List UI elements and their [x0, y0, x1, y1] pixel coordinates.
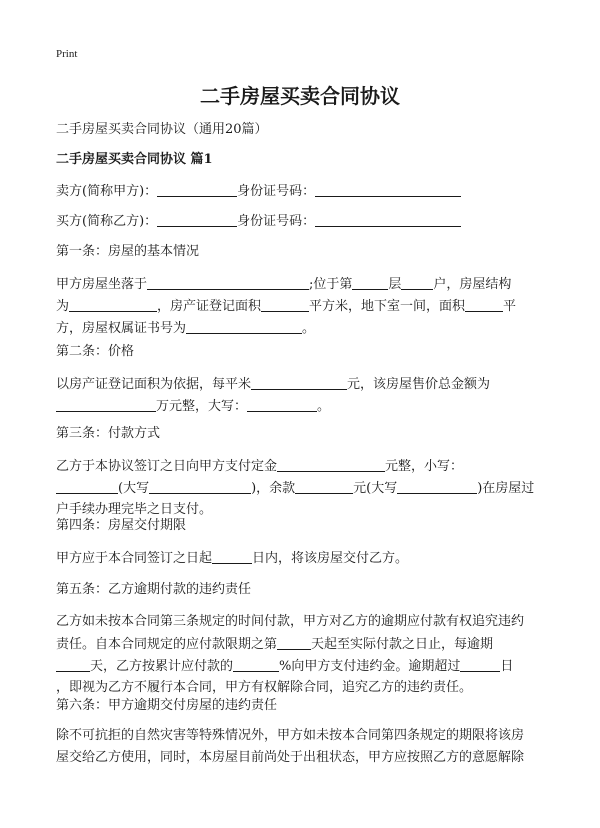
- total-price-words-blank: [247, 398, 317, 412]
- clause1-line2: [56, 298, 544, 320]
- clause5-text: 乙方如未按本合同第三条规定的时间付款，甲方对乙方的逾期应付款有权追究违约: [56, 614, 525, 629]
- print-link[interactable]: Print: [56, 48, 78, 60]
- clause4-heading: 第四条：房屋交付期限: [56, 518, 187, 533]
- clause2-text: 万元整，大写：: [156, 399, 248, 414]
- price-per-sqm-blank: [251, 376, 347, 390]
- clause6-line2: [56, 750, 544, 772]
- clause5-heading: 第五条：乙方逾期付款的违约责任: [56, 582, 252, 597]
- clause5-text: 天起至实际付款之日止，每逾期: [311, 637, 494, 652]
- deposit-words-blank: [149, 480, 251, 494]
- clause6-line1: [56, 728, 544, 750]
- clause3-line1: [56, 458, 544, 480]
- floor-blank: [352, 276, 388, 290]
- overdue-limit-blank: [460, 658, 500, 672]
- clause4-line1: [56, 550, 544, 572]
- clause5-text: %向甲方支付违约金。逾期超过: [279, 659, 461, 674]
- clause5-line2: [56, 636, 544, 658]
- basement-area-blank: [465, 298, 503, 312]
- clause4-body: [56, 550, 544, 572]
- clause3-text: )在房屋过: [477, 481, 535, 496]
- clause3-heading: 第三条：付款方式: [56, 426, 161, 441]
- late-days-blank: [56, 658, 90, 672]
- buyer-id-label: 身份证号码：: [237, 214, 316, 229]
- clause2-heading: 第二条：价格: [56, 344, 135, 359]
- buyer-label: 买方(简称乙方)：: [56, 214, 158, 229]
- deposit-figure-blank: [56, 480, 118, 494]
- clause3-body: [56, 458, 544, 524]
- clause2-text: 元，该房屋售价总金额为: [347, 377, 491, 392]
- clause6-text: 屋交给乙方使用，同时，本房屋目前尚处于出租状态，甲方应按照乙方的意愿解除: [56, 750, 525, 765]
- seller-id-blank: [315, 183, 461, 197]
- late-start-day-blank: [277, 636, 311, 650]
- seller-name-blank: [157, 183, 237, 197]
- buyer-name-blank: [157, 213, 237, 227]
- clause5-body: [56, 614, 544, 702]
- clause1-text: 户，房屋结构: [433, 277, 512, 292]
- clause1-text: 。: [302, 321, 316, 336]
- clause5-text: ，即视为乙方不履行本合同，甲方有权解除合同，追究乙方的违约责任。: [56, 680, 473, 695]
- penalty-rate-blank: [233, 658, 279, 672]
- buyer-line: [56, 213, 544, 230]
- clause6-heading: 第六条：甲方逾期交付房屋的违约责任: [56, 698, 278, 713]
- clause1-text: 方，房屋权属证书号为: [56, 321, 187, 336]
- buyer-id-blank: [315, 213, 461, 227]
- clause5-text: 天，乙方按累计应付款的: [90, 659, 234, 674]
- unit-blank: [401, 276, 433, 290]
- clause1-line3: [56, 320, 544, 342]
- clause1-line1: [56, 276, 544, 298]
- deposit-blank: [277, 458, 385, 472]
- clause4-text: 甲方应于本合同签订之日起: [56, 551, 213, 566]
- clause1-text: ，房产证登记面积: [157, 299, 262, 314]
- document-subtitle: 二手房屋买卖合同协议（通用20篇）: [56, 122, 268, 137]
- clause1-text: 为: [56, 299, 70, 314]
- structure-blank: [69, 298, 157, 312]
- balance-blank: [295, 480, 353, 494]
- clause1-text: 层: [388, 277, 402, 292]
- clause1-text: 平: [503, 299, 517, 314]
- clause5-line1: [56, 614, 544, 636]
- clause3-text: (大写: [118, 481, 150, 496]
- address-blank: [147, 276, 309, 290]
- certificate-number-blank: [186, 320, 302, 334]
- clause3-text: 乙方于本协议签订之日向甲方支付定金: [56, 459, 278, 474]
- area-blank: [261, 298, 309, 312]
- clause6-text: 除不可抗拒的自然灾害等特殊情况外，甲方如未按本合同第四条规定的期限将该房: [56, 728, 525, 743]
- clause6-body: [56, 728, 544, 772]
- seller-id-label: 身份证号码：: [237, 184, 316, 199]
- clause5-text: 责任。自本合同规定的应付款限期之第: [56, 637, 278, 652]
- clause4-text: 日内，将该房屋交付乙方。: [252, 551, 409, 566]
- clause2-line2: [56, 398, 544, 420]
- delivery-days-blank: [212, 550, 252, 564]
- balance-words-blank: [397, 480, 477, 494]
- clause3-line2: [56, 480, 544, 502]
- clause3-text: )，余款: [251, 481, 296, 496]
- seller-line: [56, 183, 544, 200]
- clause2-body: [56, 376, 544, 420]
- clause3-text: 元整，小写：: [385, 459, 464, 474]
- clause1-heading: 第一条：房屋的基本情况: [56, 244, 200, 259]
- clause1-text: 甲方房屋坐落于: [56, 277, 148, 292]
- clause5-line3: [56, 658, 544, 680]
- clause2-text: 。: [317, 399, 331, 414]
- clause2-text: 以房产证登记面积为依据，每平米: [56, 377, 252, 392]
- clause5-text: 日: [500, 659, 514, 674]
- document-title: 二手房屋买卖合同协议: [200, 84, 400, 108]
- clause1-text: 平方米，地下室一间，面积: [309, 299, 466, 314]
- clause1-body: [56, 276, 544, 342]
- clause3-text: 户手续办理完毕之日支付。: [56, 502, 213, 517]
- section-heading: 二手房屋买卖合同协议 篇1: [56, 152, 213, 167]
- clause1-text: ;位于第: [309, 277, 353, 292]
- clause3-text: 元(大写: [353, 481, 398, 496]
- clause2-line1: [56, 376, 544, 398]
- seller-label: 卖方(简称甲方)：: [56, 184, 158, 199]
- total-price-blank: [56, 398, 156, 412]
